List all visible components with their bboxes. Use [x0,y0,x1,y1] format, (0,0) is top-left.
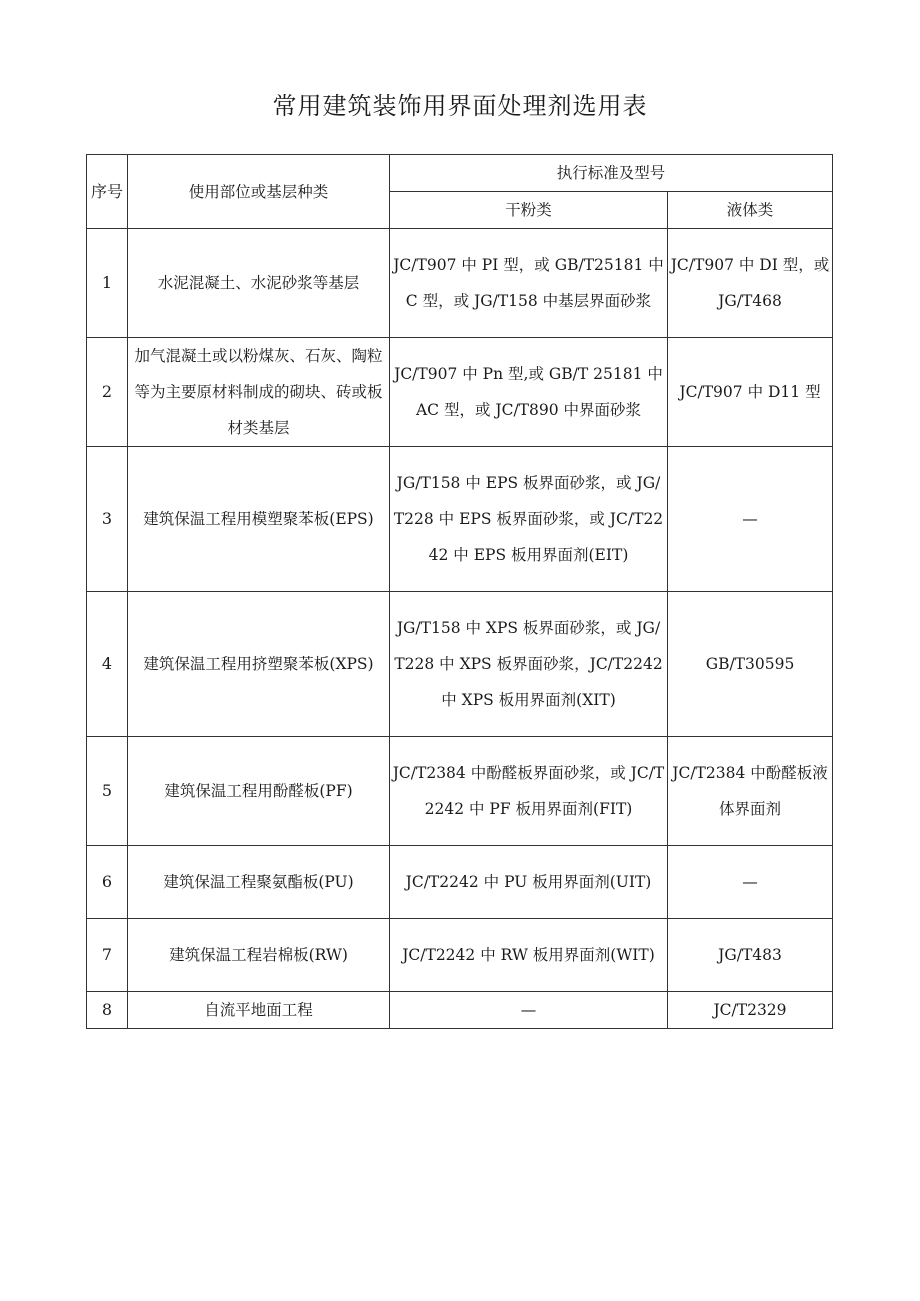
row-no: 5 [87,737,128,846]
row-liquid: GB/T30595 [668,592,833,737]
table-row [87,447,833,592]
row-no: 6 [87,846,128,919]
row-liquid: JC/T2329 [668,992,833,1029]
header-liquid: 液体类 [668,192,833,229]
selection-table [86,154,833,1029]
row-liquid: — [668,447,833,592]
table-row [87,919,833,992]
header-standard: 执行标准及型号 [390,155,833,192]
table-row [87,338,833,447]
header-row [87,155,833,192]
row-dry: JC/T2242 中 RW 板用界面剂(WIT) [390,919,668,992]
table-row [87,992,833,1029]
table-row [87,592,833,737]
table-row [87,737,833,846]
table-row [87,846,833,919]
row-dry: JC/T907 中 PI 型，或 GB/T25181 中 C 型，或 JG/T158 中基层界面砂浆 [390,229,668,338]
row-base: 建筑保温工程聚氨酯板(PU) [128,846,390,919]
row-no: 1 [87,229,128,338]
row-base: 水泥混凝土、水泥砂浆等基层 [128,229,390,338]
row-liquid: JC/T2384 中酚醛板液体界面剂 [668,737,833,846]
row-dry: JC/T2384 中酚醛板界面砂浆，或 JC/T2242 中 PF 板用界面剂(FIT) [390,737,668,846]
header-no: 序号 [87,155,128,229]
row-liquid: — [668,846,833,919]
table-row [87,229,833,338]
row-liquid: JG/T483 [668,919,833,992]
row-liquid: JC/T907 中 D11 型 [668,338,833,447]
row-dry: JG/T158 中 XPS 板界面砂浆，或 JG/T228 中 XPS 板界面砂浆，JC/T2242 中 XPS 板用界面剂(XIT) [390,592,668,737]
row-no: 2 [87,338,128,447]
row-base: 自流平地面工程 [128,992,390,1029]
row-base: 建筑保温工程用挤塑聚苯板(XPS) [128,592,390,737]
row-no: 7 [87,919,128,992]
row-dry: JC/T2242 中 PU 板用界面剂(UIT) [390,846,668,919]
page-title: 常用建筑装饰用界面处理剂选用表 [272,92,648,120]
row-dry: JG/T158 中 EPS 板界面砂浆，或 JG/T228 中 EPS 板界面砂浆，或 JC/T2242 中 EPS 板用界面剂(EIT) [390,447,668,592]
row-no: 3 [87,447,128,592]
header-base: 使用部位或基层种类 [128,155,390,229]
row-liquid: JC/T907 中 DI 型，或 JG/T468 [668,229,833,338]
row-base: 建筑保温工程岩棉板(RW) [128,919,390,992]
row-base: 加气混凝土或以粉煤灰、石灰、陶粒等为主要原材料制成的砌块、砖或板材类基层 [128,338,390,447]
row-no: 4 [87,592,128,737]
header-dry: 干粉类 [390,192,668,229]
row-base: 建筑保温工程用模塑聚苯板(EPS) [128,447,390,592]
row-base: 建筑保温工程用酚醛板(PF) [128,737,390,846]
row-no: 8 [87,992,128,1029]
row-dry: — [390,992,668,1029]
row-dry: JC/T907 中 Pn 型,或 GB/T 25181 中 AC 型，或 JC/T890 中界面砂浆 [390,338,668,447]
